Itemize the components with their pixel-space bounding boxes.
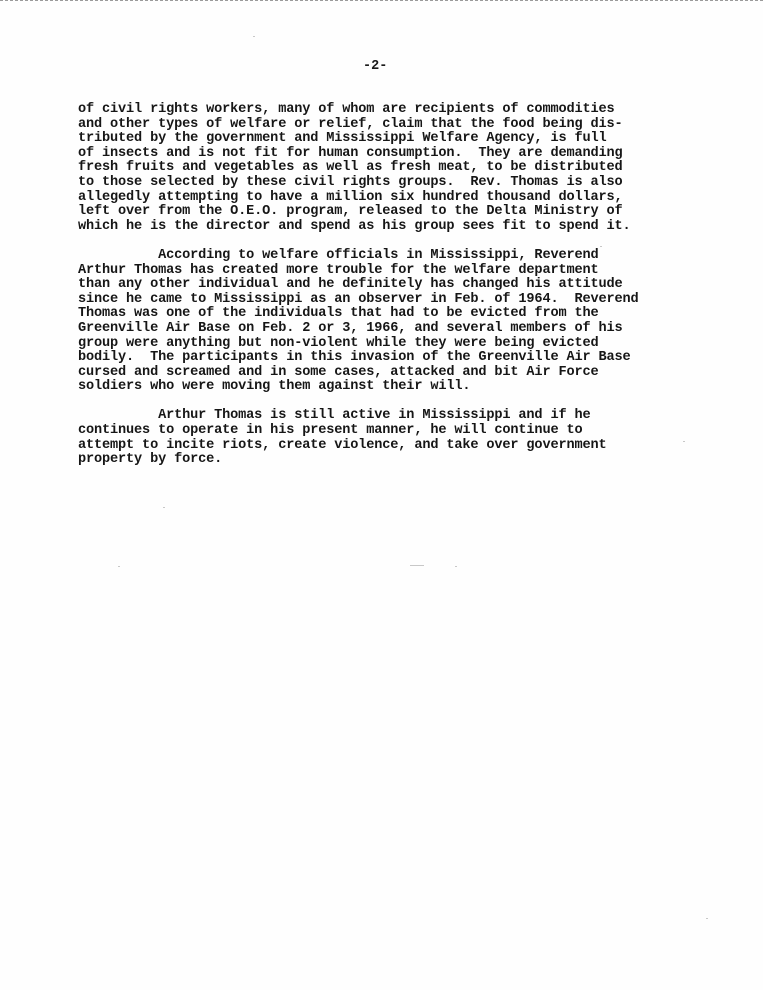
- text-line: property by force.: [78, 452, 223, 468]
- document-body: [78, 103, 738, 482]
- text-line: left over from the O.E.O. program, released to the Delta Ministry of: [78, 204, 623, 220]
- text-line: soldiers who were moving them against their will.: [78, 379, 471, 395]
- text-line: Thomas was one of the individuals that had to be evicted from the: [78, 306, 599, 322]
- text-line: to those selected by these civil rights groups. Rev. Thomas is also: [78, 174, 623, 190]
- scan-speck: [706, 918, 708, 919]
- paragraph-1: [78, 103, 738, 234]
- scan-speck: [163, 507, 165, 508]
- page-top-edge: [0, 0, 763, 1]
- text-line: which he is the director and spend as his group sees fit to spend it.: [78, 218, 631, 234]
- text-line: group were anything but non-violent while they were being evicted: [78, 335, 599, 351]
- text-line: attempt to incite riots, create violence, and take over government: [78, 437, 607, 453]
- text-line: tributed by the government and Mississippi Welfare Agency, is full: [78, 131, 607, 147]
- text-line: allegedly attempting to have a million six hundred thousand dollars,: [78, 189, 623, 205]
- text-line: and other types of welfare or relief, claim that the food being dis-: [78, 116, 623, 132]
- text-line: Arthur Thomas has created more trouble for the welfare department: [78, 262, 599, 278]
- text-line: than any other individual and he definitely has changed his attitude: [78, 277, 623, 293]
- page-number: -2-: [363, 59, 388, 74]
- paragraph-2: [78, 249, 738, 395]
- paragraph-3: [78, 409, 738, 467]
- scan-speck: [683, 441, 685, 442]
- text-line: since he came to Mississippi as an observer in Feb. of 1964. Reverend: [78, 291, 639, 307]
- text-line: of insects and is not fit for human consumption. They are demanding: [78, 145, 623, 161]
- scan-speck: [455, 566, 457, 567]
- scan-speck: [600, 246, 602, 247]
- text-line: bodily. The participants in this invasion of the Greenville Air Base: [78, 350, 631, 366]
- text-line: According to welfare officials in Mississippi, Reverend: [78, 247, 599, 263]
- text-line: of civil rights workers, many of whom are recipients of commodities: [78, 102, 615, 117]
- text-line: continues to operate in his present manner, he will continue to: [78, 423, 583, 439]
- text-line: fresh fruits and vegetables as well as fresh meat, to be distributed: [78, 160, 623, 176]
- scan-speck: [118, 566, 120, 567]
- scan-speck: [253, 36, 255, 37]
- scan-speck: [410, 565, 424, 566]
- text-line: Greenville Air Base on Feb. 2 or 3, 1966, and several members of his: [78, 320, 623, 336]
- text-line: Arthur Thomas is still active in Mississippi and if he: [78, 408, 591, 424]
- text-line: cursed and screamed and in some cases, attacked and bit Air Force: [78, 364, 599, 380]
